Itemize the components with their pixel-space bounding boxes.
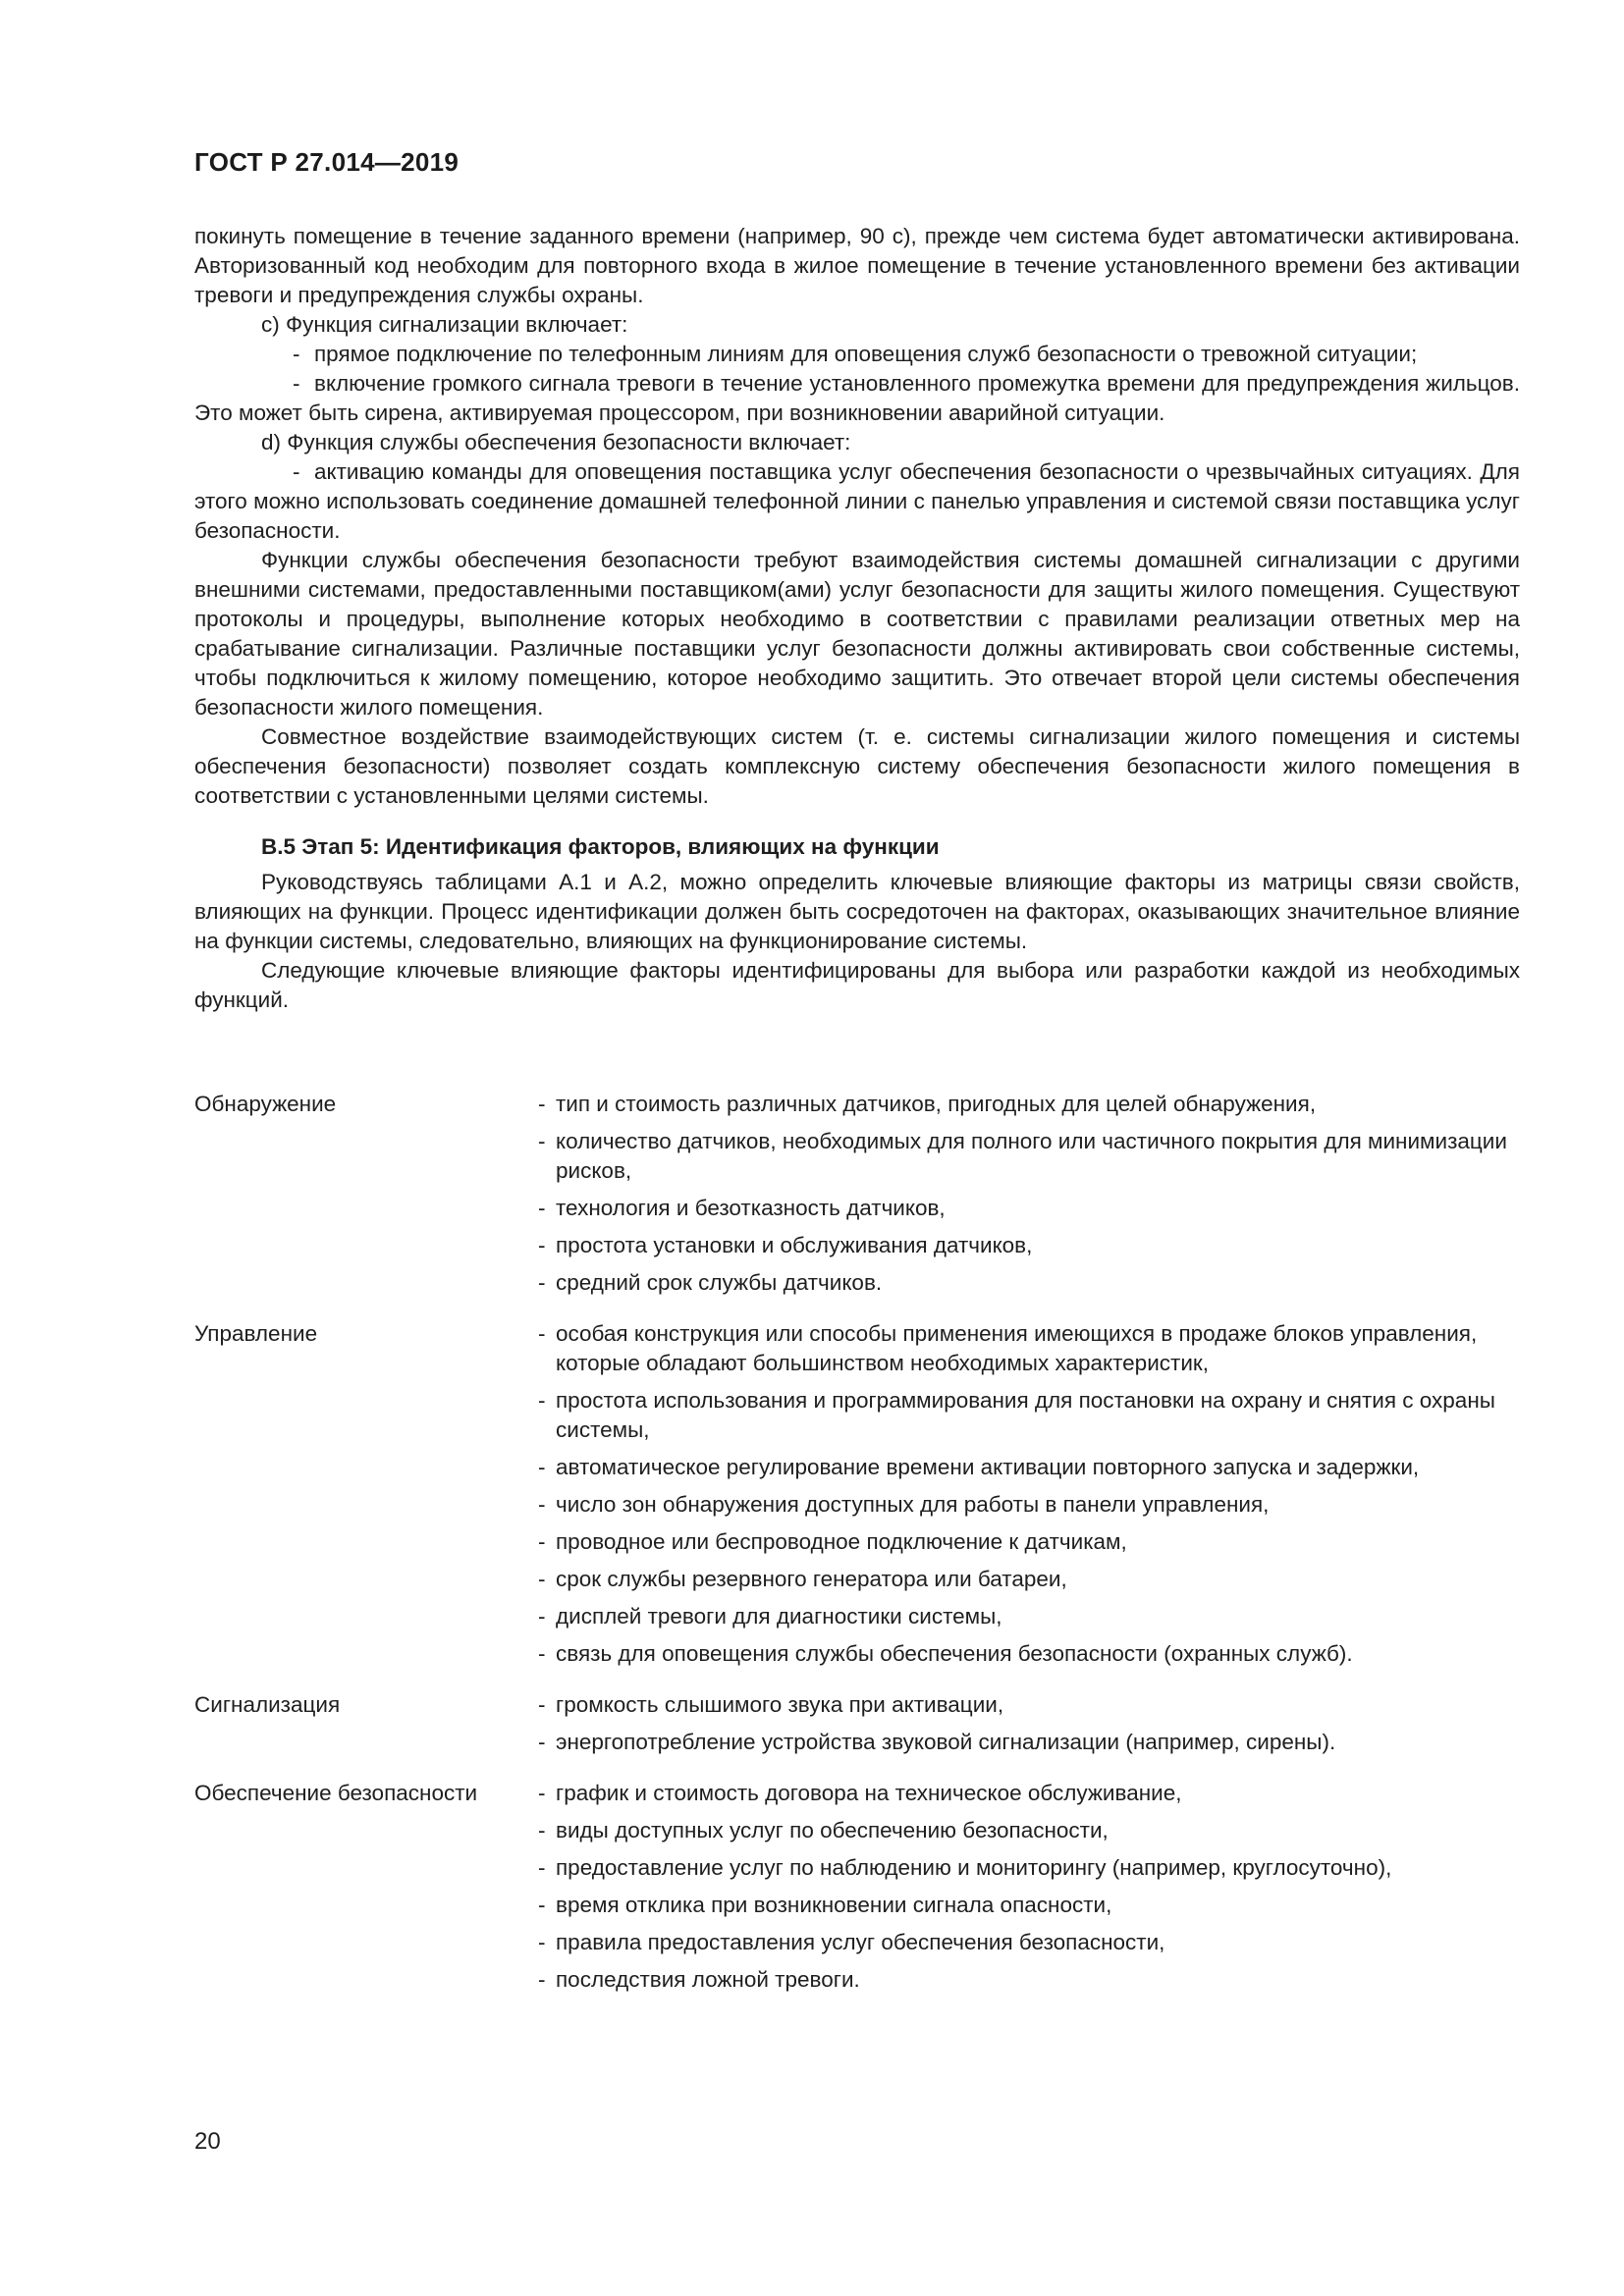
paragraph-text: Совместное воздействие взаимодействующих систем (т. е. системы сигнализации жилого помещения и системы обеспечения безопасности) позволяет создать комплексную систему обеспечения безопасности жилого помещения в соответствии с установленными целями системы.	[194, 724, 1520, 808]
factor-item-text: громкость слышимого звука при активации,	[556, 1692, 1004, 1717]
paragraph-block	[194, 222, 1520, 811]
factor-item	[538, 1928, 1520, 1957]
dash-marker: -	[538, 1692, 546, 1717]
factor-item-text: технология и безотказность датчиков,	[556, 1196, 946, 1220]
dash-marker: -	[538, 1321, 546, 1346]
factor-items	[538, 1090, 1520, 1306]
document-header: ГОСТ Р 27.014—2019	[194, 147, 460, 177]
dash-marker: -	[293, 342, 300, 366]
paragraph	[194, 956, 1520, 1015]
paragraph-text: c) Функция сигнализации включает:	[261, 312, 628, 337]
factor-group-label: Обнаружение	[194, 1092, 337, 1116]
factor-item-text: энергопотребление устройства звуковой сигнализации (например, сирены).	[556, 1730, 1336, 1754]
body-text	[194, 222, 1520, 1015]
paragraph-text: прямое подключение по телефонным линиям для оповещения служб безопасности о тревожной ситуации;	[314, 342, 1418, 366]
dash-marker: -	[538, 1818, 546, 1842]
factor-item	[538, 1490, 1520, 1520]
factor-items	[538, 1690, 1520, 1765]
factor-item	[538, 1565, 1520, 1594]
section-paragraph-block	[194, 868, 1520, 1015]
factor-item	[538, 1779, 1520, 1808]
factor-item	[538, 1194, 1520, 1223]
paragraph-text: d) Функция службы обеспечения безопасности включает:	[261, 430, 851, 454]
paragraph	[194, 310, 1520, 340]
dash-marker: -	[293, 459, 300, 484]
factor-item-text: дисплей тревоги для диагностики системы,	[556, 1604, 1002, 1629]
paragraph	[194, 546, 1520, 722]
factor-group-label: Обеспечение безопасности	[194, 1781, 478, 1805]
dash-marker: -	[538, 1092, 546, 1116]
factor-item-text: число зон обнаружения доступных для работы в панели управления,	[556, 1492, 1270, 1517]
factor-item	[538, 1453, 1520, 1482]
dash-marker: -	[538, 1781, 546, 1805]
factor-item	[538, 1090, 1520, 1119]
dash-marker: -	[293, 371, 300, 396]
factor-item	[538, 1891, 1520, 1920]
dash-marker: -	[538, 1492, 546, 1517]
factor-item	[538, 1231, 1520, 1260]
dash-marker: -	[538, 1641, 546, 1666]
factor-item-text: тип и стоимость различных датчиков, пригодных для целей обнаружения,	[556, 1092, 1317, 1116]
dash-marker: -	[538, 1930, 546, 1954]
dash-marker: -	[538, 1967, 546, 1992]
paragraph	[194, 457, 1520, 546]
factor-item	[538, 1602, 1520, 1631]
factor-item	[538, 1527, 1520, 1557]
paragraph-text: Функции службы обеспечения безопасности требуют взаимодействия системы домашней сигнализации с другими внешними системами, предоставленными поставщиком(ами) услуг безопасности для защиты жилого помещения. Существуют протоколы и процедуры, выполнение которых необходимо в соответствии с правилами реализации ответных мер на срабатывание сигнализации. Различные поставщики услуг безопасности должны активировать свои собственные системы, чтобы подключиться к жилому помещению, которое необходимо защитить. Это отвечает второй цели системы обеспечения безопасности жилого помещения.	[194, 548, 1520, 720]
dash-marker: -	[538, 1270, 546, 1295]
factor-item	[538, 1816, 1520, 1845]
section-title: B.5 Этап 5: Идентификация факторов, влияющих на функции	[261, 834, 940, 859]
factor-item	[538, 1965, 1520, 1995]
factor-item-text: связь для оповещения службы обеспечения безопасности (охранных служб).	[556, 1641, 1353, 1666]
factor-item-text: автоматическое регулирование времени активации повторного запуска и задержки,	[556, 1455, 1420, 1479]
dash-marker: -	[538, 1388, 546, 1413]
factor-item	[538, 1268, 1520, 1298]
factor-items	[538, 1779, 1520, 2002]
page-number: 20	[194, 2128, 221, 2155]
paragraph	[194, 340, 1520, 369]
factor-item	[538, 1127, 1520, 1186]
factor-item	[538, 1728, 1520, 1757]
factor-group-label: Управление	[194, 1321, 318, 1346]
factor-item-text: простота установки и обслуживания датчиков,	[556, 1233, 1033, 1257]
paragraph-text: Руководствуясь таблицами А.1 и А.2, можно определить ключевые влияющие факторы из матрицы связи свойств, влияющих на функции. Процесс идентификации должен быть сосредоточен на факторах, оказывающих значительное влияние на функции системы, следовательно, влияющих на функционирование системы.	[194, 870, 1520, 953]
dash-marker: -	[538, 1730, 546, 1754]
dash-marker: -	[538, 1233, 546, 1257]
factor-item	[538, 1639, 1520, 1669]
factor-item	[538, 1853, 1520, 1883]
factor-item-text: график и стоимость договора на техническое обслуживание,	[556, 1781, 1182, 1805]
factor-group	[194, 1090, 1520, 1306]
paragraph	[194, 369, 1520, 428]
paragraph-text: включение громкого сигнала тревоги в течение установленного промежутка времени для предупреждения жильцов. Это может быть сирена, активируемая процессором, при возникновении аварийной ситуации.	[194, 371, 1520, 425]
paragraph	[194, 868, 1520, 956]
factor-item-text: виды доступных услуг по обеспечению безопасности,	[556, 1818, 1109, 1842]
dash-marker: -	[538, 1196, 546, 1220]
factor-item-text: проводное или беспроводное подключение к датчикам,	[556, 1529, 1127, 1554]
dash-marker: -	[538, 1855, 546, 1880]
factor-item	[538, 1386, 1520, 1445]
dash-marker: -	[538, 1129, 546, 1153]
dash-marker: -	[538, 1567, 546, 1591]
factor-item-text: средний срок службы датчиков.	[556, 1270, 883, 1295]
factor-item-text: правила предоставления услуг обеспечения безопасности,	[556, 1930, 1165, 1954]
factor-item-text: предоставление услуг по наблюдению и мониторингу (например, круглосуточно),	[556, 1855, 1392, 1880]
factor-group	[194, 1779, 1520, 2002]
factor-item-text: срок службы резервного генератора или батареи,	[556, 1567, 1067, 1591]
factor-item-text: последствия ложной тревоги.	[556, 1967, 860, 1992]
factor-item-text: особая конструкция или способы применения имеющихся в продаже блоков управления, которые обладают большинством необходимых характеристик,	[556, 1321, 1478, 1375]
paragraph	[194, 222, 1520, 310]
factor-item	[538, 1690, 1520, 1720]
factor-group-label: Сигнализация	[194, 1692, 341, 1717]
dash-marker: -	[538, 1529, 546, 1554]
factor-item	[538, 1319, 1520, 1378]
factor-group	[194, 1690, 1520, 1765]
factor-item-text: количество датчиков, необходимых для полного или частичного покрытия для минимизации рисков,	[556, 1129, 1507, 1183]
factor-item-text: простота использования и программирования для постановки на охрану и снятия с охраны системы,	[556, 1388, 1495, 1442]
factor-items	[538, 1319, 1520, 1677]
paragraph-text: активацию команды для оповещения поставщика услуг обеспечения безопасности о чрезвычайных ситуациях. Для этого можно использовать соединение домашней телефонной линии с панелью управления и системой связи поставщика услуг безопасности.	[194, 459, 1520, 543]
dash-marker: -	[538, 1893, 546, 1917]
dash-marker: -	[538, 1455, 546, 1479]
dash-marker: -	[538, 1604, 546, 1629]
factor-item-text: время отклика при возникновении сигнала опасности,	[556, 1893, 1112, 1917]
factor-list	[194, 1090, 1520, 2016]
factor-group	[194, 1319, 1520, 1677]
paragraph-text: покинуть помещение в течение заданного времени (например, 90 с), прежде чем система будет автоматически активирована. Авторизованный код необходим для повторного входа в жилое помещение в течение установленного времени без активации тревоги и предупреждения службы охраны.	[194, 224, 1520, 307]
paragraph-text: Следующие ключевые влияющие факторы идентифицированы для выбора или разработки каждой из необходимых функций.	[194, 958, 1520, 1012]
paragraph	[194, 722, 1520, 811]
paragraph	[194, 428, 1520, 457]
